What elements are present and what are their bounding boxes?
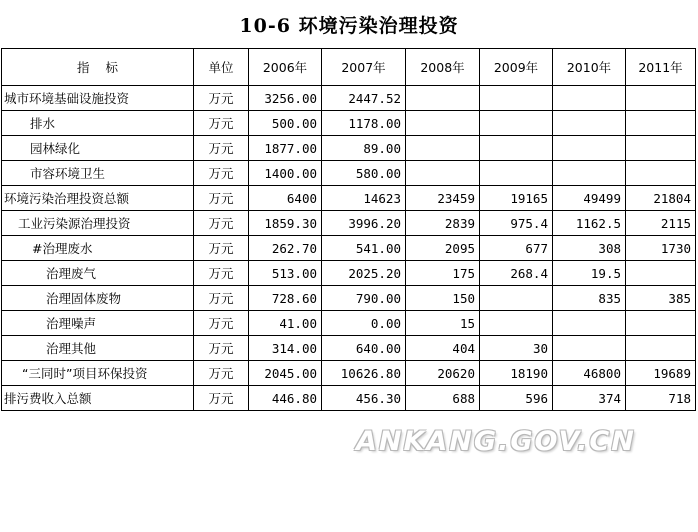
- row-unit: 万元: [194, 386, 249, 411]
- cell-value: 308: [553, 236, 626, 261]
- table-row: [2, 236, 696, 261]
- table-row: [2, 86, 696, 111]
- cell-value: 580.00: [322, 161, 406, 186]
- table-row: [2, 161, 696, 186]
- cell-value: 640.00: [322, 336, 406, 361]
- cell-value: 19689: [626, 361, 696, 386]
- cell-value: 2095: [406, 236, 480, 261]
- row-unit: 万元: [194, 136, 249, 161]
- table-row: [2, 361, 696, 386]
- table-row: [2, 311, 696, 336]
- cell-value: 6400: [249, 186, 322, 211]
- cell-value: [626, 161, 696, 186]
- cell-value: [480, 136, 553, 161]
- header-year: 2010年: [553, 49, 626, 86]
- table-title: 10-6 环境污染治理投资: [239, 15, 459, 37]
- cell-value: 14623: [322, 186, 406, 211]
- cell-value: 1730: [626, 236, 696, 261]
- cell-value: 175: [406, 261, 480, 286]
- cell-value: [553, 336, 626, 361]
- cell-value: 150: [406, 286, 480, 311]
- row-label: 工业污染源治理投资: [2, 211, 194, 236]
- row-unit: 万元: [194, 186, 249, 211]
- row-unit: 万元: [194, 311, 249, 336]
- header-unit: 单位: [194, 49, 249, 86]
- cell-value: 541.00: [322, 236, 406, 261]
- cell-value: 20620: [406, 361, 480, 386]
- cell-value: 15: [406, 311, 480, 336]
- cell-value: [626, 336, 696, 361]
- cell-value: [626, 136, 696, 161]
- cell-value: 314.00: [249, 336, 322, 361]
- row-label: 城市环境基础设施投资: [2, 86, 194, 111]
- row-label: “三同时”项目环保投资: [2, 361, 194, 386]
- table-row: [2, 111, 696, 136]
- cell-value: [626, 311, 696, 336]
- table-row: [2, 211, 696, 236]
- cell-value: 23459: [406, 186, 480, 211]
- cell-value: 89.00: [322, 136, 406, 161]
- row-unit: 万元: [194, 111, 249, 136]
- table-row: [2, 336, 696, 361]
- row-unit: 万元: [194, 336, 249, 361]
- cell-value: 513.00: [249, 261, 322, 286]
- table-row: [2, 286, 696, 311]
- cell-value: 0.00: [322, 311, 406, 336]
- row-unit: 万元: [194, 211, 249, 236]
- cell-value: 385: [626, 286, 696, 311]
- row-unit: 万元: [194, 161, 249, 186]
- cell-value: 975.4: [480, 211, 553, 236]
- cell-value: 718: [626, 386, 696, 411]
- cell-value: 456.30: [322, 386, 406, 411]
- row-label: 治理固体废物: [2, 286, 194, 311]
- cell-value: 10626.80: [322, 361, 406, 386]
- cell-value: 2839: [406, 211, 480, 236]
- cell-value: [480, 86, 553, 111]
- cell-value: 268.4: [480, 261, 553, 286]
- cell-value: 1162.5: [553, 211, 626, 236]
- cell-value: 3256.00: [249, 86, 322, 111]
- cell-value: 446.80: [249, 386, 322, 411]
- investment-table: [1, 48, 696, 411]
- header-year: 2011年: [626, 49, 696, 86]
- cell-value: [480, 311, 553, 336]
- row-unit: 万元: [194, 286, 249, 311]
- cell-value: [626, 111, 696, 136]
- cell-value: [553, 86, 626, 111]
- cell-value: 1178.00: [322, 111, 406, 136]
- cell-value: 2025.20: [322, 261, 406, 286]
- cell-value: [406, 111, 480, 136]
- table-row: [2, 186, 696, 211]
- table-row: [2, 386, 696, 411]
- cell-value: [553, 111, 626, 136]
- row-label: 排水: [2, 111, 194, 136]
- table-row: [2, 136, 696, 161]
- cell-value: 19.5: [553, 261, 626, 286]
- cell-value: 30: [480, 336, 553, 361]
- cell-value: 596: [480, 386, 553, 411]
- cell-value: [406, 161, 480, 186]
- cell-value: [480, 286, 553, 311]
- cell-value: 1877.00: [249, 136, 322, 161]
- cell-value: 2447.52: [322, 86, 406, 111]
- watermark-logo: ANKANG.GOV.CN: [356, 426, 636, 457]
- cell-value: 21804: [626, 186, 696, 211]
- row-unit: 万元: [194, 236, 249, 261]
- row-label: 环境污染治理投资总额: [2, 186, 194, 211]
- cell-value: 500.00: [249, 111, 322, 136]
- cell-value: 404: [406, 336, 480, 361]
- table-row: [2, 261, 696, 286]
- row-label: 园林绿化: [2, 136, 194, 161]
- row-label: 治理其他: [2, 336, 194, 361]
- cell-value: [480, 111, 553, 136]
- cell-value: 688: [406, 386, 480, 411]
- cell-value: 19165: [480, 186, 553, 211]
- cell-value: 790.00: [322, 286, 406, 311]
- row-unit: 万元: [194, 361, 249, 386]
- row-label: 市容环境卫生: [2, 161, 194, 186]
- cell-value: 41.00: [249, 311, 322, 336]
- cell-value: 3996.20: [322, 211, 406, 236]
- cell-value: 1400.00: [249, 161, 322, 186]
- header-indicator: 指 标: [2, 49, 194, 86]
- cell-value: 262.70: [249, 236, 322, 261]
- row-unit: 万元: [194, 261, 249, 286]
- cell-value: [480, 161, 553, 186]
- cell-value: 374: [553, 386, 626, 411]
- cell-value: 46800: [553, 361, 626, 386]
- cell-value: 677: [480, 236, 553, 261]
- cell-value: [406, 86, 480, 111]
- cell-value: [553, 161, 626, 186]
- header-year: 2006年: [249, 49, 322, 86]
- cell-value: [553, 136, 626, 161]
- header-year: 2009年: [480, 49, 553, 86]
- cell-value: [553, 311, 626, 336]
- cell-value: 728.60: [249, 286, 322, 311]
- cell-value: 2115: [626, 211, 696, 236]
- cell-value: 18190: [480, 361, 553, 386]
- header-year: 2008年: [406, 49, 480, 86]
- cell-value: 835: [553, 286, 626, 311]
- row-unit: 万元: [194, 86, 249, 111]
- cell-value: [626, 261, 696, 286]
- cell-value: 49499: [553, 186, 626, 211]
- row-label: 治理废气: [2, 261, 194, 286]
- cell-value: 1859.30: [249, 211, 322, 236]
- row-label: 排污费收入总额: [2, 386, 194, 411]
- cell-value: [406, 136, 480, 161]
- row-label: #治理废水: [2, 236, 194, 261]
- header-row: [2, 49, 696, 86]
- header-year: 2007年: [322, 49, 406, 86]
- cell-value: [626, 86, 696, 111]
- row-label: 治理噪声: [2, 311, 194, 336]
- cell-value: 2045.00: [249, 361, 322, 386]
